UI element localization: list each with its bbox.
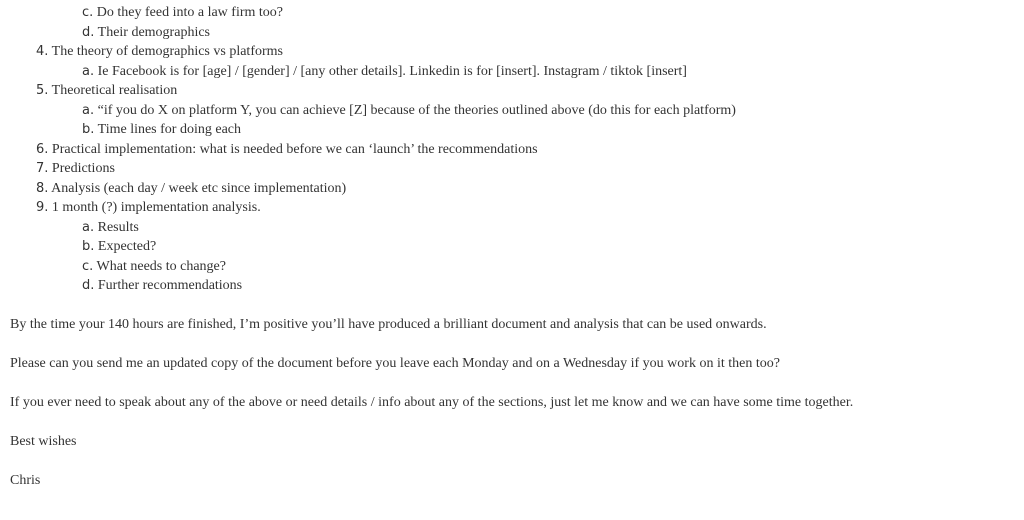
list-item-text: Time lines for doing each <box>97 122 241 137</box>
list-marker: a. <box>82 103 95 118</box>
list-marker: 6. <box>36 142 49 157</box>
list-marker: 4. <box>36 44 49 59</box>
list-marker: b. <box>82 122 95 137</box>
list-subitem <box>82 102 736 120</box>
list-item-text: Predictions <box>51 161 115 176</box>
list-item-text: Results <box>97 220 139 235</box>
list-item-text: What needs to change? <box>96 259 226 274</box>
list-item <box>36 82 177 100</box>
list-subitem <box>82 277 242 295</box>
list-subitem <box>82 63 687 81</box>
list-item-text: Analysis (each day / week etc since implementation) <box>51 181 347 196</box>
list-marker: a. <box>82 220 95 235</box>
list-marker: b. <box>82 239 95 254</box>
list-subitem <box>82 121 241 139</box>
list-item <box>36 180 346 198</box>
list-item-text: Theoretical realisation <box>51 83 178 98</box>
list-item-text: Do they feed into a law firm too? <box>96 5 283 20</box>
list-item <box>82 4 283 22</box>
list-marker: d. <box>82 278 95 293</box>
list-item-text: Their demographics <box>97 25 210 40</box>
list-marker: c. <box>82 259 94 274</box>
body-paragraph: By the time your 140 hours are finished, I’m positive you’ll have produced a brilliant document and analysis that can be used onwards. <box>10 317 767 332</box>
list-marker: 5. <box>36 83 49 98</box>
list-item-text: The theory of demographics vs platforms <box>51 44 283 59</box>
list-item <box>36 43 283 61</box>
list-item-text: 1 month (?) implementation analysis. <box>51 200 261 215</box>
list-item <box>36 141 538 159</box>
list-item <box>36 199 261 217</box>
list-marker: c. <box>82 5 94 20</box>
list-item-text: Ie Facebook is for [age] / [gender] / [any other details]. Linkedin is for [insert]. Instagram / tiktok [insert] <box>97 64 687 79</box>
list-item <box>36 160 115 178</box>
list-marker: 9. <box>36 200 49 215</box>
list-item-text: “if you do X on platform Y, you can achieve [Z] because of the theories outlined above (do this for each platform) <box>97 103 736 118</box>
list-subitem <box>82 219 139 237</box>
list-marker: 8. <box>36 181 49 196</box>
list-marker: a. <box>82 64 95 79</box>
signature-name: Chris <box>10 473 41 488</box>
list-subitem <box>82 258 226 276</box>
list-item-text: Further recommendations <box>97 278 243 293</box>
list-marker: d. <box>82 25 95 40</box>
list-marker: 7. <box>36 161 49 176</box>
sign-off: Best wishes <box>10 434 77 449</box>
list-item-text: Expected? <box>97 239 157 254</box>
list-subitem <box>82 238 156 256</box>
body-paragraph: Please can you send me an updated copy of the document before you leave each Monday and on a Wednesday if you work on it then too? <box>10 356 780 371</box>
body-paragraph: If you ever need to speak about any of the above or need details / info about any of the sections, just let me know and we can have some time together. <box>10 395 854 410</box>
list-item <box>82 24 210 42</box>
list-item-text: Practical implementation: what is needed before we can ‘launch’ the recommendations <box>51 142 538 157</box>
